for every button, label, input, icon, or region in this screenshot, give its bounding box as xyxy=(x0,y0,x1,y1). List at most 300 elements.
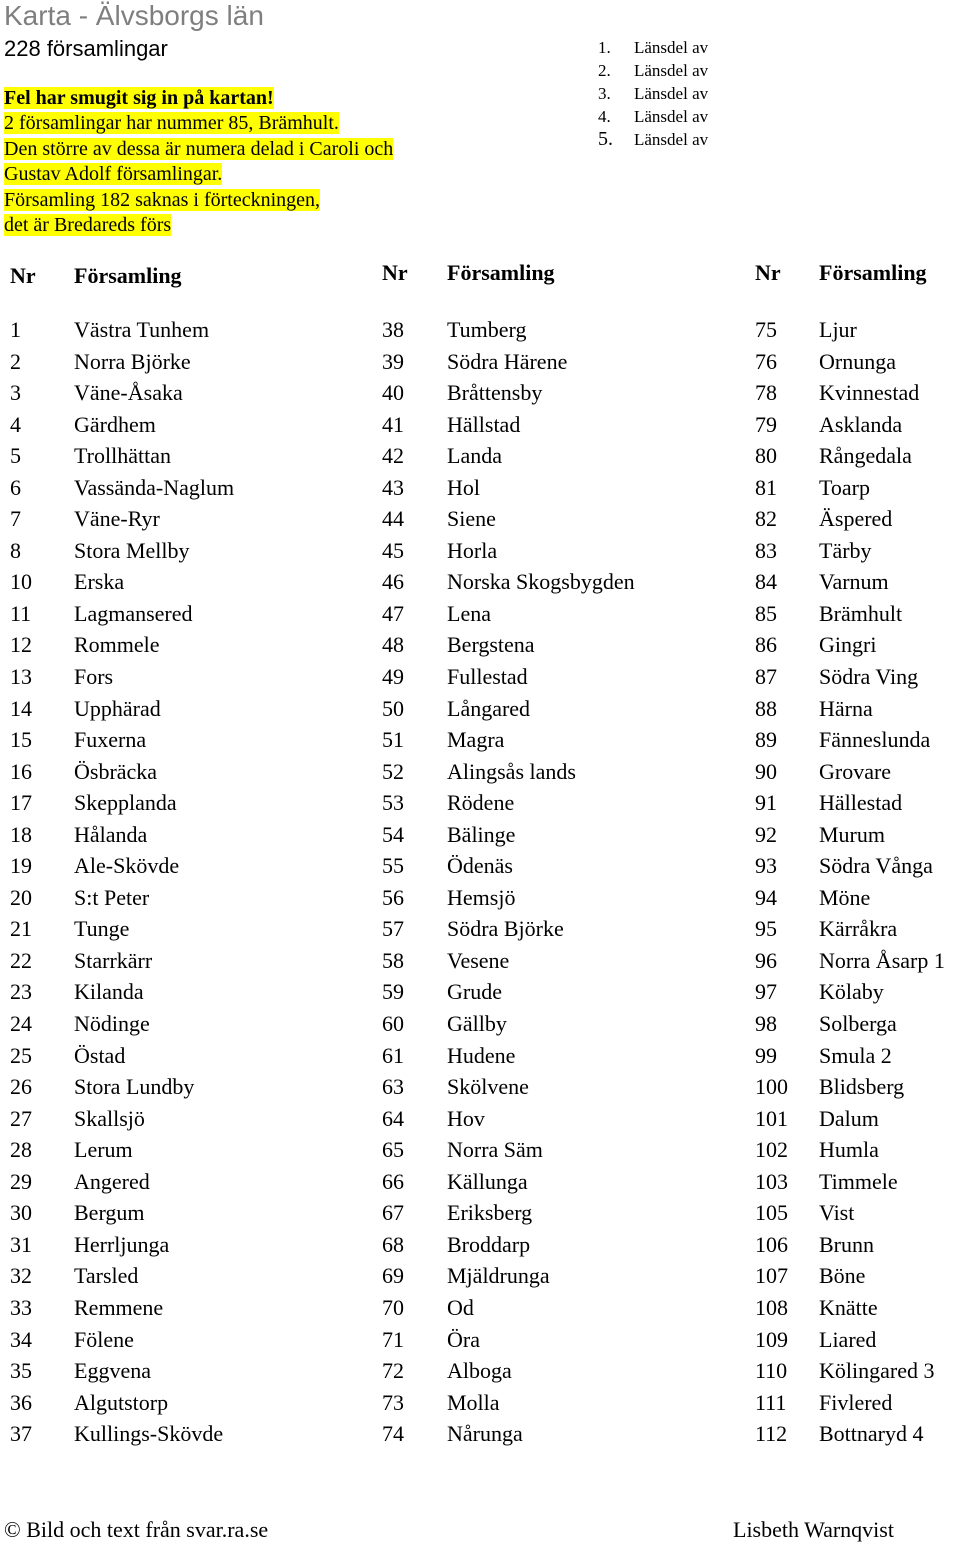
parish-number: 109 xyxy=(755,1326,788,1352)
parish-row xyxy=(755,885,960,917)
parish-name: Kärråkra xyxy=(819,916,898,942)
parish-row xyxy=(382,1011,712,1043)
parish-number: 19 xyxy=(10,853,32,879)
parish-row xyxy=(10,1421,310,1453)
parish-row xyxy=(755,569,960,601)
parish-row xyxy=(382,759,712,791)
parish-row xyxy=(10,1137,310,1169)
parish-row xyxy=(10,317,310,349)
parish-number: 44 xyxy=(382,506,404,532)
parish-row xyxy=(755,948,960,980)
parish-row xyxy=(755,1327,960,1359)
parish-row xyxy=(10,759,310,791)
parish-row xyxy=(755,1106,960,1138)
parish-number: 64 xyxy=(382,1105,404,1131)
parish-number: 37 xyxy=(10,1421,32,1447)
parish-name: Rödene xyxy=(447,790,515,816)
parish-number: 110 xyxy=(755,1358,788,1384)
parish-name: Östad xyxy=(74,1042,126,1068)
parish-row xyxy=(10,1358,310,1390)
parish-number: 107 xyxy=(755,1263,788,1289)
parish-number: 6 xyxy=(10,474,21,500)
parish-name: Siene xyxy=(447,506,496,532)
parish-name: Smula 2 xyxy=(819,1042,892,1068)
parish-name: Rångedala xyxy=(819,443,912,469)
parish-row xyxy=(382,601,712,633)
parish-row xyxy=(10,1263,310,1295)
parish-row xyxy=(10,885,310,917)
parish-row xyxy=(10,380,310,412)
parish-number: 94 xyxy=(755,884,777,910)
parish-name: Äspered xyxy=(819,506,893,532)
parish-row xyxy=(10,664,310,696)
parish-row xyxy=(755,1043,960,1075)
parish-name: Asklanda xyxy=(819,411,903,437)
parish-row xyxy=(10,1169,310,1201)
parish-row xyxy=(755,349,960,381)
parish-row xyxy=(10,822,310,854)
parish-number: 20 xyxy=(10,884,32,910)
parish-row xyxy=(755,1390,960,1422)
parish-name: Ösbräcka xyxy=(74,758,158,784)
parish-name: Ornunga xyxy=(819,348,896,374)
parish-row xyxy=(382,443,712,475)
parish-number: 54 xyxy=(382,821,404,847)
parish-name: Alboga xyxy=(447,1358,512,1384)
parish-name: Södra Vånga xyxy=(819,853,933,879)
parish-row xyxy=(755,1358,960,1390)
parish-number: 32 xyxy=(10,1263,32,1289)
parish-number: 31 xyxy=(10,1231,32,1257)
parish-name: Lena xyxy=(447,600,491,626)
parish-row xyxy=(755,1263,960,1295)
parish-name: Södra Härene xyxy=(447,348,568,374)
parish-number: 53 xyxy=(382,790,404,816)
parish-row xyxy=(382,853,712,885)
parish-name: Väne-Ryr xyxy=(74,506,160,532)
parish-number: 16 xyxy=(10,758,32,784)
parish-number: 22 xyxy=(10,947,32,973)
parish-number: 13 xyxy=(10,664,32,690)
parish-number: 98 xyxy=(755,1011,777,1037)
parish-number: 41 xyxy=(382,411,404,437)
parish-number: 58 xyxy=(382,947,404,973)
parish-row xyxy=(10,948,310,980)
parish-name: Molla xyxy=(447,1389,500,1415)
parish-name: Eriksberg xyxy=(447,1200,533,1226)
parish-row xyxy=(10,853,310,885)
parish-number: 71 xyxy=(382,1326,404,1352)
parish-number: 3 xyxy=(10,380,21,406)
parish-number: 97 xyxy=(755,979,777,1005)
parish-name: Fölene xyxy=(74,1326,134,1352)
lansdel-number: 2. xyxy=(598,61,611,80)
parish-number: 46 xyxy=(382,569,404,595)
parish-row xyxy=(755,443,960,475)
parish-row xyxy=(382,569,712,601)
parish-name: Fullestad xyxy=(447,664,528,690)
parish-row xyxy=(10,412,310,444)
parish-name: Varnum xyxy=(819,569,889,595)
parish-row xyxy=(10,1200,310,1232)
parish-name: Hemsjö xyxy=(447,884,516,910)
parish-name: Magra xyxy=(447,727,505,753)
parish-number: 52 xyxy=(382,758,404,784)
parish-name: Kullings-Skövde xyxy=(74,1421,224,1447)
parish-name: Skallsjö xyxy=(74,1105,145,1131)
parish-row xyxy=(10,1390,310,1422)
lansdel-number: 4. xyxy=(598,107,611,126)
parish-row xyxy=(382,822,712,854)
parish-name: Fuxerna xyxy=(74,727,147,753)
parish-row xyxy=(10,916,310,948)
parish-name: Herrljunga xyxy=(74,1231,170,1257)
parish-row xyxy=(755,632,960,664)
parish-row xyxy=(755,1169,960,1201)
parish-number: 63 xyxy=(382,1074,404,1100)
page-subtitle: 228 församlingar xyxy=(4,36,168,61)
parish-row xyxy=(382,1263,712,1295)
parish-row xyxy=(755,475,960,507)
parish-number: 78 xyxy=(755,380,777,406)
parish-number: 68 xyxy=(382,1231,404,1257)
parish-row xyxy=(755,696,960,728)
parish-row xyxy=(382,632,712,664)
parish-number: 75 xyxy=(755,317,777,342)
parish-row xyxy=(382,696,712,728)
footer-author: Lisbeth Warnqvist xyxy=(733,1517,894,1542)
parish-name: Ale-Skövde xyxy=(74,853,180,879)
parish-name: Horla xyxy=(447,537,498,563)
parish-number: 86 xyxy=(755,632,777,658)
parish-row xyxy=(755,853,960,885)
parish-name: Möne xyxy=(819,884,871,910)
parish-row xyxy=(755,1232,960,1264)
parish-name: Timmele xyxy=(819,1168,898,1194)
parish-name: Tunge xyxy=(74,916,130,942)
parish-name: Remmene xyxy=(74,1294,164,1320)
parish-number: 57 xyxy=(382,916,404,942)
parish-number: 7 xyxy=(10,506,21,532)
parish-name: Knätte xyxy=(819,1294,878,1320)
parish-name: Solberga xyxy=(819,1011,897,1037)
parish-name: Härna xyxy=(819,695,873,721)
notice-line: Den större av dessa är numera delad i Caroli och xyxy=(4,137,394,160)
parish-name: Nårunga xyxy=(447,1421,523,1447)
error-notice xyxy=(4,86,393,238)
parish-row xyxy=(10,1074,310,1106)
parish-number: 45 xyxy=(382,537,404,563)
parish-number: 25 xyxy=(10,1042,32,1068)
parish-name: Norra Björke xyxy=(74,348,191,374)
parish-name: Lerum xyxy=(74,1137,133,1163)
parish-name: Upphärad xyxy=(74,695,161,721)
parish-name: Hällstad xyxy=(447,411,521,437)
parish-number: 106 xyxy=(755,1231,788,1257)
parish-row xyxy=(755,1200,960,1232)
parish-name: Nödinge xyxy=(74,1011,150,1037)
parish-number: 35 xyxy=(10,1358,32,1384)
parish-row xyxy=(382,1421,712,1453)
column-header-nr: Nr xyxy=(382,260,408,285)
parish-number: 33 xyxy=(10,1294,32,1320)
parish-number: 108 xyxy=(755,1294,788,1320)
parish-name: Tärby xyxy=(819,537,872,563)
parish-number: 2 xyxy=(10,348,21,374)
parish-name: Hol xyxy=(447,474,480,500)
parish-number: 88 xyxy=(755,695,777,721)
parish-name: Fors xyxy=(74,664,114,690)
notice-line: Församling 182 saknas i förteckningen, xyxy=(4,188,321,211)
parish-row xyxy=(382,475,712,507)
parish-number: 12 xyxy=(10,632,32,658)
parish-number: 61 xyxy=(382,1042,404,1068)
parish-number: 48 xyxy=(382,632,404,658)
parish-number: 56 xyxy=(382,884,404,910)
parish-row xyxy=(10,1043,310,1075)
parish-number: 55 xyxy=(382,853,404,879)
notice-heading: Fel har smugit sig in på kartan! xyxy=(4,87,274,109)
parish-row xyxy=(10,601,310,633)
parish-row xyxy=(382,885,712,917)
parish-name: Eggvena xyxy=(74,1358,151,1384)
parish-row xyxy=(755,1137,960,1169)
parish-number: 79 xyxy=(755,411,777,437)
lansdel-number: 3. xyxy=(598,84,611,103)
column-header-forsamling: Församling xyxy=(74,263,182,288)
parish-name: Bergstena xyxy=(447,632,535,658)
parish-row xyxy=(755,727,960,759)
footer-credit: © Bild och text från svar.ra.se xyxy=(4,1517,269,1542)
parish-name: Ljur xyxy=(819,317,857,342)
parish-row xyxy=(755,1074,960,1106)
parish-number: 10 xyxy=(10,569,32,595)
lansdel-item xyxy=(598,128,708,151)
parish-number: 70 xyxy=(382,1294,404,1320)
parish-name: Algutstorp xyxy=(74,1389,169,1415)
parish-row xyxy=(755,822,960,854)
parish-column-2 xyxy=(382,317,712,1453)
parish-name: Hällestad xyxy=(819,790,903,816)
parish-name: Angered xyxy=(74,1168,150,1194)
column-header-forsamling: Församling xyxy=(819,260,927,285)
parish-row xyxy=(382,1043,712,1075)
parish-number: 73 xyxy=(382,1389,404,1415)
parish-row xyxy=(382,948,712,980)
parish-name: Humla xyxy=(819,1137,879,1163)
parish-row xyxy=(382,1137,712,1169)
parish-number: 81 xyxy=(755,474,777,500)
parish-number: 26 xyxy=(10,1074,32,1100)
parish-column-3 xyxy=(755,317,960,1453)
parish-number: 51 xyxy=(382,727,404,753)
parish-number: 111 xyxy=(755,1389,787,1415)
parish-name: Od xyxy=(447,1294,474,1320)
lansdel-list xyxy=(598,36,708,151)
parish-name: Gärdhem xyxy=(74,411,156,437)
parish-number: 59 xyxy=(382,979,404,1005)
parish-number: 84 xyxy=(755,569,777,595)
parish-name: Hålanda xyxy=(74,821,148,847)
column-header-nr: Nr xyxy=(755,260,781,285)
parish-number: 27 xyxy=(10,1105,32,1131)
parish-name: Gingri xyxy=(819,632,877,658)
parish-row xyxy=(10,979,310,1011)
parish-number: 47 xyxy=(382,600,404,626)
parish-row xyxy=(755,601,960,633)
parish-number: 103 xyxy=(755,1168,788,1194)
parish-row xyxy=(382,790,712,822)
parish-row xyxy=(755,412,960,444)
parish-name: Brunn xyxy=(819,1231,874,1257)
parish-name: Södra Ving xyxy=(819,664,919,690)
parish-number: 1 xyxy=(10,317,21,342)
parish-number: 36 xyxy=(10,1389,32,1415)
parish-name: Lagmansered xyxy=(74,600,193,626)
parish-name: Bergum xyxy=(74,1200,145,1226)
parish-number: 18 xyxy=(10,821,32,847)
lansdel-label: Länsdel av xyxy=(634,107,709,126)
parish-row xyxy=(382,1232,712,1264)
parish-name: Kvinnestad xyxy=(819,380,920,406)
parish-name: Norra Säm xyxy=(447,1137,543,1163)
parish-number: 82 xyxy=(755,506,777,532)
parish-number: 5 xyxy=(10,443,21,469)
parish-row xyxy=(10,475,310,507)
parish-row xyxy=(382,380,712,412)
parish-name: Tumberg xyxy=(447,317,527,342)
parish-number: 90 xyxy=(755,758,777,784)
parish-name: S:t Peter xyxy=(74,884,150,910)
parish-row xyxy=(382,727,712,759)
lansdel-label: Länsdel av xyxy=(634,38,709,57)
parish-number: 76 xyxy=(755,348,777,374)
lansdel-label: Länsdel av xyxy=(634,84,709,103)
parish-number: 72 xyxy=(382,1358,404,1384)
parish-number: 74 xyxy=(382,1421,404,1447)
parish-row xyxy=(755,506,960,538)
parish-row xyxy=(10,727,310,759)
parish-row xyxy=(382,349,712,381)
parish-row xyxy=(755,664,960,696)
parish-name: Södra Björke xyxy=(447,916,564,942)
parish-row xyxy=(755,979,960,1011)
parish-name: Bråttensby xyxy=(447,380,543,406)
parish-number: 14 xyxy=(10,695,32,721)
parish-number: 91 xyxy=(755,790,777,816)
parish-name: Broddarp xyxy=(447,1231,531,1257)
parish-name: Grovare xyxy=(819,758,892,784)
parish-row xyxy=(382,1390,712,1422)
parish-number: 100 xyxy=(755,1074,788,1100)
parish-name: Blidsberg xyxy=(819,1074,905,1100)
parish-name: Väne-Åsaka xyxy=(74,380,183,406)
parish-row xyxy=(382,1327,712,1359)
parish-row xyxy=(382,1169,712,1201)
parish-name: Norra Åsarp 1 xyxy=(819,947,945,973)
parish-name: Tarsled xyxy=(74,1263,139,1289)
parish-row xyxy=(10,538,310,570)
parish-row xyxy=(10,443,310,475)
parish-number: 102 xyxy=(755,1137,788,1163)
parish-number: 21 xyxy=(10,916,32,942)
parish-name: Fivlered xyxy=(819,1389,893,1415)
parish-row xyxy=(10,1327,310,1359)
parish-number: 85 xyxy=(755,600,777,626)
parish-row xyxy=(382,317,712,349)
parish-number: 40 xyxy=(382,380,404,406)
parish-row xyxy=(10,1295,310,1327)
parish-number: 96 xyxy=(755,947,777,973)
parish-name: Alingsås lands xyxy=(447,758,576,784)
page-title: Karta - Älvsborgs län xyxy=(4,0,264,31)
parish-name: Skepplanda xyxy=(74,790,177,816)
parish-row xyxy=(755,916,960,948)
parish-number: 43 xyxy=(382,474,404,500)
parish-name: Trollhättan xyxy=(74,443,171,469)
parish-number: 17 xyxy=(10,790,32,816)
lansdel-item xyxy=(598,59,708,82)
parish-number: 39 xyxy=(382,348,404,374)
parish-row xyxy=(10,349,310,381)
parish-name: Stora Mellby xyxy=(74,537,190,563)
parish-row xyxy=(382,1358,712,1390)
parish-number: 89 xyxy=(755,727,777,753)
parish-number: 87 xyxy=(755,664,777,690)
parish-row xyxy=(382,1106,712,1138)
parish-number: 11 xyxy=(10,600,32,626)
lansdel-number: 5. xyxy=(598,128,613,150)
parish-name: Västra Tunhem xyxy=(74,317,210,342)
parish-name: Rommele xyxy=(74,632,160,658)
parish-row xyxy=(755,538,960,570)
parish-name: Böne xyxy=(819,1263,866,1289)
parish-number: 42 xyxy=(382,443,404,469)
parish-number: 65 xyxy=(382,1137,404,1163)
parish-number: 15 xyxy=(10,727,32,753)
notice-line: Gustav Adolf församlingar. xyxy=(4,163,223,186)
lansdel-number: 1. xyxy=(598,38,611,57)
parish-row xyxy=(10,569,310,601)
parish-name: Skölvene xyxy=(447,1074,529,1100)
parish-number: 92 xyxy=(755,821,777,847)
parish-number: 50 xyxy=(382,695,404,721)
parish-name: Ödenäs xyxy=(447,853,513,879)
lansdel-item xyxy=(598,105,708,128)
parish-name: Kilanda xyxy=(74,979,144,1005)
parish-name: Långared xyxy=(447,695,531,721)
parish-number: 4 xyxy=(10,411,21,437)
parish-row xyxy=(755,380,960,412)
parish-row xyxy=(10,1011,310,1043)
parish-row xyxy=(382,412,712,444)
parish-row xyxy=(10,696,310,728)
parish-number: 69 xyxy=(382,1263,404,1289)
notice-line: 2 församlingar har nummer 85, Brämhult. xyxy=(4,112,339,135)
parish-row xyxy=(382,1200,712,1232)
parish-name: Grude xyxy=(447,979,502,1005)
parish-row xyxy=(10,1232,310,1264)
parish-name: Hov xyxy=(447,1105,485,1131)
notice-line: det är Bredareds förs xyxy=(4,214,172,237)
parish-number: 49 xyxy=(382,664,404,690)
parish-row xyxy=(755,790,960,822)
parish-row xyxy=(10,506,310,538)
parish-name: Brämhult xyxy=(819,600,903,626)
parish-number: 8 xyxy=(10,537,21,563)
column-header-forsamling: Församling xyxy=(447,260,555,285)
parish-name: Vist xyxy=(819,1200,855,1226)
